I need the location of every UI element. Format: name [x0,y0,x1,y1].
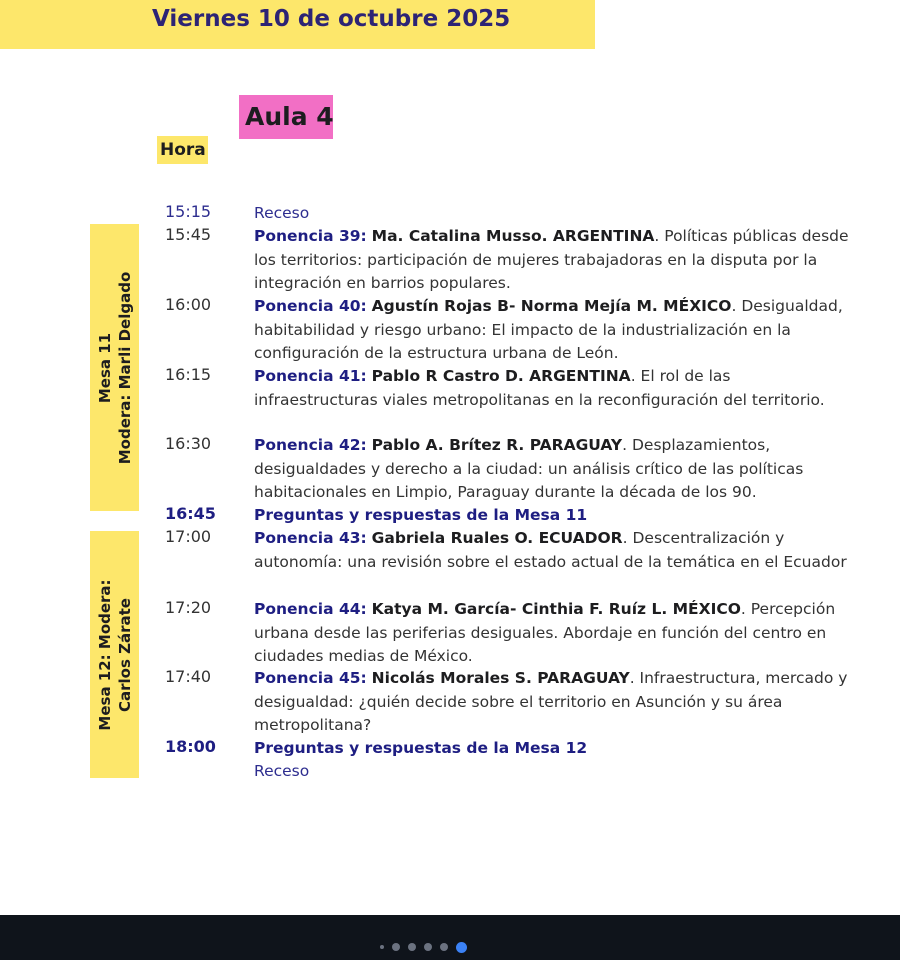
row-time: 16:30 [165,434,212,453]
row-text: Receso [254,204,310,222]
pagination-dot-active[interactable] [456,942,467,953]
talk-label: Ponencia 44: [254,600,367,618]
session-band-mesa-11 [90,224,139,511]
row-content [254,295,854,366]
image-viewer-footer [0,915,900,960]
talk-authors: Pablo R Castro D. ARGENTINA [371,367,631,385]
date-banner [0,0,595,49]
talk-label: Ponencia 42: [254,436,367,454]
row-content [254,434,854,505]
pagination-dot[interactable] [424,943,432,951]
session-band-mesa-12 [90,531,139,778]
talk-title: . Desigualdad, habitabilidad y riesgo urbano: El impacto de la industrialización en la configuración de la estructura urbana de León. [254,297,843,362]
talk-title: . Percepción urbana desde las periferias desiguales. Abordaje en función del centro en ciudades medias de México. [254,600,836,665]
room-label: Aula 4 [239,95,333,139]
talk-authors: Katya M. García- Cinthia F. Ruíz L. MÉXICO [371,600,741,618]
talk-title: . Políticas públicas desde los territorios: participación de mujeres trabajadoras en la disputa por la integración en barrios populares. [254,227,849,292]
row-content [254,667,854,738]
row-content [254,365,854,412]
row-text: Preguntas y respuestas de la Mesa 12 [254,739,588,757]
row-content [254,598,854,669]
talk-title: . Desplazamientos, desigualdades y derecho a la ciudad: un análisis crítico de las políticas habitacionales en Limpio, Paraguay durante la década de los 90. [254,436,804,501]
talk-title: . El rol de las infraestructuras viales metropolitanas en la reconfiguración del territorio. [254,367,825,409]
pagination-dot[interactable] [440,943,448,951]
pagination-dot[interactable] [408,943,416,951]
row-time: 16:00 [165,295,212,314]
talk-label: Ponencia 45: [254,669,367,687]
date-title: Viernes 10 de octubre 2025 [152,6,511,32]
talk-authors: Agustín Rojas B- Norma Mejía M. MÉXICO [371,297,732,315]
talk-label: Ponencia 39: [254,227,367,245]
row-text: Preguntas y respuestas de la Mesa 11 [254,506,588,524]
row-time: 15:45 [165,225,212,244]
time-column-label: Hora [157,136,208,164]
pagination-dot[interactable] [392,943,400,951]
talk-label: Ponencia 40: [254,297,367,315]
session-label-line: Modera: Marli Delgado [115,271,134,464]
session-label-mesa-11 [95,271,135,464]
row-time: 17:20 [165,598,212,617]
talk-authors: Ma. Catalina Musso. ARGENTINA [371,227,655,245]
talk-title: . Descentralización y autonomía: una revisión sobre el estado actual de la temática en el Ecuador [254,529,847,571]
talk-label: Ponencia 41: [254,367,367,385]
talk-authors: Nicolás Morales S. PARAGUAY [371,669,630,687]
row-time: 18:00 [165,737,216,756]
row-content [254,225,854,296]
row-time: 15:15 [165,202,212,221]
talk-authors: Pablo A. Brítez R. PARAGUAY [371,436,623,454]
row-time: 16:45 [165,504,216,523]
session-label-line: Mesa 12: Modera: [95,578,114,731]
row-time: 17:40 [165,667,212,686]
pagination-dots [380,941,467,953]
talk-title: . Infraestructura, mercado y desigualdad: ¿quién decide sobre el territorio en Asunción y su área metropolitana? [254,669,848,734]
row-text: Receso [254,762,310,780]
talk-label: Ponencia 43: [254,529,367,547]
session-label-mesa-12 [95,579,135,730]
row-time: 17:00 [165,527,212,546]
session-label-line: Mesa 11 [95,332,114,403]
row-time: 16:15 [165,365,212,384]
pagination-dot[interactable] [380,945,384,949]
session-label-line: Carlos Zárate [115,597,134,712]
talk-authors: Gabriela Ruales O. ECUADOR [371,529,623,547]
row-content [254,527,854,574]
